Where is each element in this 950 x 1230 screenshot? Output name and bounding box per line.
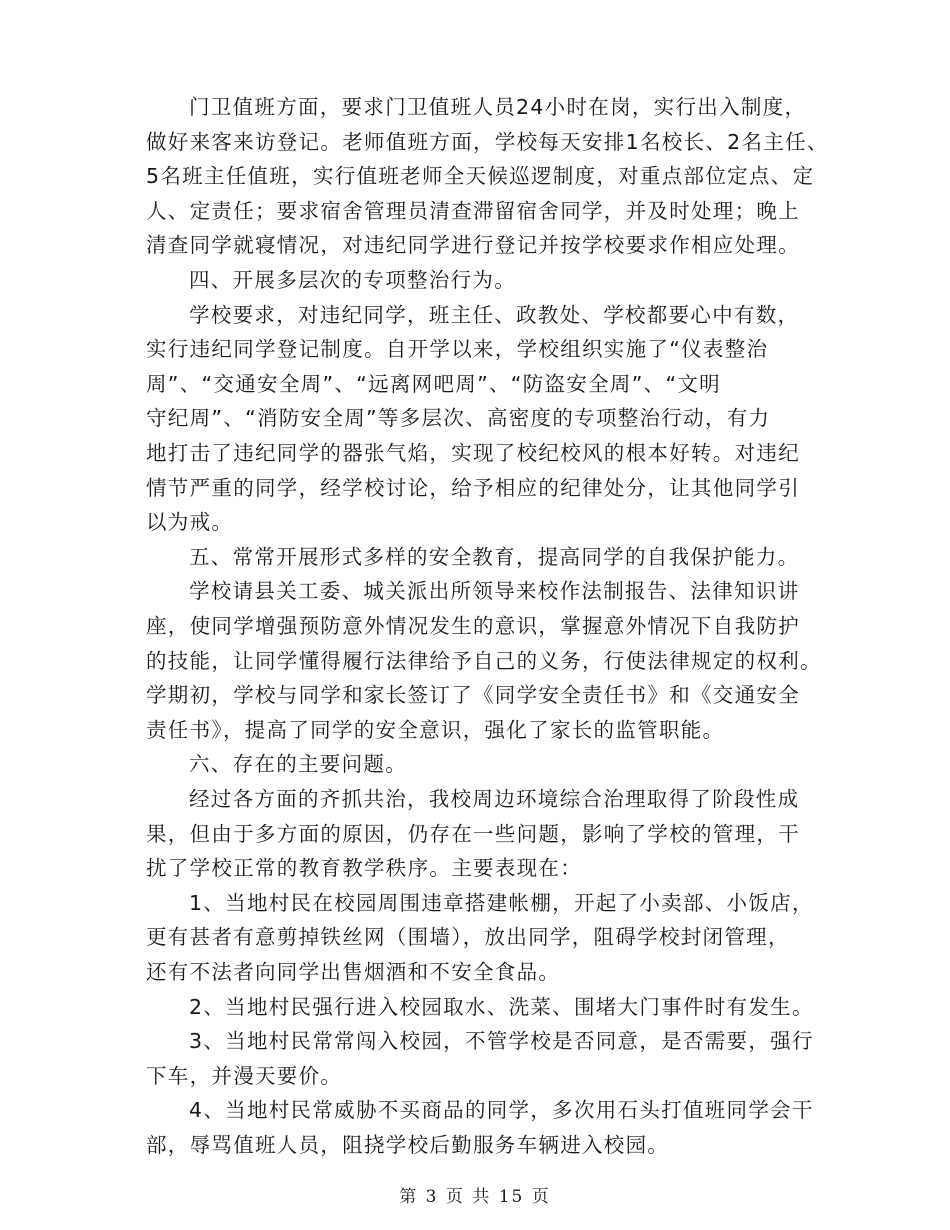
paragraph-line: 学期初，学校与同学和家长签订了《同学安全责任书》和《交通安全 <box>146 683 800 707</box>
paragraph-line: 还有不法者向同学出售烟酒和不安全食品。 <box>146 960 561 984</box>
paragraph-line: 学校请县关工委、城关派出所领导来校作法制报告、法律知识讲 <box>189 579 800 603</box>
paragraph-line: 门卫值班方面，要求门卫值班人员24小时在岗，实行出入制度， <box>189 95 807 119</box>
paragraph-line: 责任书》，提高了同学的安全意识，强化了家长的监管职能。 <box>146 718 725 742</box>
section-heading: 五、常常开展形式多样的安全教育，提高同学的自我保护能力。 <box>189 545 800 569</box>
paragraph-line: 情节严重的同学，经学校讨论，给予相应的纪律处分，让其他同学引 <box>146 476 800 500</box>
paragraph-line: 做好来客来访登记。老师值班方面，学校每天安排1名校长、2名主任、 <box>146 130 829 154</box>
paragraph-line: 实行违纪同学登记制度。自开学以来，学校组织实施了“仪表整治 <box>146 337 769 361</box>
paragraph-line: 地打击了违纪同学的器张气焰，实现了校纪校风的根本好转。对违纪 <box>146 441 800 465</box>
paragraph-line: 周”、“交通安全周”、“远离网吧周”、“防盗安全周”、“文明 <box>146 372 721 396</box>
paragraph-line: 清查同学就寝情况，对违纪同学进行登记并按学校要求作相应处理。 <box>146 233 800 257</box>
paragraph-line: 经过各方面的齐抓共治，我校周边环境综合治理取得了阶段性成 <box>189 787 800 811</box>
paragraph-line: 座，使同学增强预防意外情况发生的意识，掌握意外情况下自我防护 <box>146 614 800 638</box>
paragraph-line: 以为戒。 <box>146 510 234 534</box>
paragraph-line: 扰了学校正常的教育教学秩序。主要表现在： <box>146 856 582 880</box>
paragraph-line: 的技能，让同学懂得履行法律给予自己的义务，行使法律规定的权利。 <box>146 649 822 673</box>
paragraph-line: 下车，并漫天要价。 <box>146 1064 343 1088</box>
paragraph-line: 人、定责任；要求宿舍管理员清查滞留宿舍同学，并及时处理；晚上 <box>146 199 800 223</box>
page-number-footer: 第 3 页 共 15 页 <box>399 1187 551 1207</box>
list-item: 2、当地村民强行进入校园取水、洗菜、围堵大门事件时有发生。 <box>189 995 814 1019</box>
paragraph-line: 学校要求，对违纪同学，班主任、政教处、学校都要心中有数， <box>189 303 800 327</box>
list-item: 1、当地村民在校园周围违章搭建帐棚，开起了小卖部、小饭店， <box>189 891 814 915</box>
list-item: 3、当地村民常常闯入校园，不管学校是否同意，是否需要，强行 <box>189 1029 814 1053</box>
paragraph-line: 5名班主任值班，实行值班老师全天候巡逻制度，对重点部位定点、定 <box>146 164 815 188</box>
section-heading: 六、存在的主要问题。 <box>189 752 407 776</box>
paragraph-line: 更有甚者有意剪掉铁丝网（围墙），放出同学，阻碍学校封闭管理， <box>146 925 790 949</box>
paragraph-line: 果，但由于多方面的原因，仍存在一些问题，影响了学校的管理，干 <box>146 822 800 846</box>
paragraph-line: 部，辱骂值班人员，阻挠学校后勤服务车辆进入校园。 <box>146 1133 670 1157</box>
section-heading: 四、开展多层次的专项整治行为。 <box>189 268 516 292</box>
paragraph-line: 守纪周”、“消防安全周”等多层次、高密度的专项整治行动，有力 <box>146 406 771 430</box>
list-item: 4、当地村民常威胁不买商品的同学，多次用石头打值班同学会干 <box>189 1098 814 1122</box>
